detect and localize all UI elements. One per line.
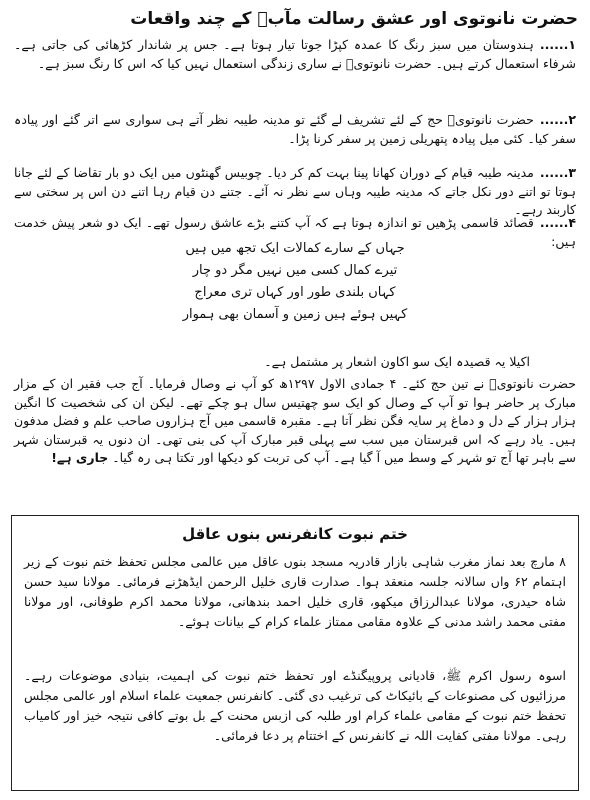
paragraph-number: ۴...... [539,215,576,230]
notice-box [11,515,579,791]
paragraph-1 [14,36,576,73]
poem-line: کہیں ہوئے ہیں زمین و آسمان بھی ہموار [182,307,408,322]
continued-label: جاری ہے! [51,450,109,465]
poem-line: کہاں بلندی طور اور کہاں تری معراج [194,285,396,300]
poem [150,238,440,326]
poem-line: تیرے کمال کسی میں نہیں مگر دو چار [192,263,398,278]
paragraph-2 [14,111,576,148]
paragraph-5 [14,375,576,468]
paragraph-text: حضرت نانوتویؒ حج کے لئے تشریف لے گئے تو مدینہ طیبہ نظر آتے ہی سواری سے اتر گئے اور پیادہ سفر کیا۔ کئی میل پیادہ پتھریلی زمین پر سفر کرنا پڑا۔ [14,112,576,146]
notice-paragraph-2: اسوہ رسول اکرم ﷺ، قادیانی پروپیگنڈے اور تحفظ ختم نبوت کی اہمیت، بنیادی موضوعات رہے۔ مرزائیوں کی مصنوعات کے بائیکاٹ کی ترغیب دی گئی۔ کانفرنس جمعیت علماء اسلام اور عالمی مجلس تحفظ ختم نبوت کے مقامی علماء کرام اور طلبہ کی ازبس محنت کے بل بوتے کافی نتیجہ خیز اور کامیاب رہی۔ مولانا مفتی کفایت اللہ نے کانفرنس کے اختتام پر دعا فرمائی۔ [24,668,566,743]
paragraph-text: ہندوستان میں سبز رنگ کا عمدہ کپڑا جوتا تیار ہوتا ہے۔ جس پر شاندار کڑھائی کی جاتی ہے۔ شرفاء استعمال کرتے ہیں۔ حضرت نانوتویؒ نے ساری زندگی استعمال نہیں کیا کہ اس کا رنگ سبز ہے۔ [14,37,576,71]
paragraph-text: مدینہ طیبہ قیام کے دوران کھانا پینا بہت کم کر دیا۔ چوبیس گھنٹوں میں ایک دو بار تقاضا کے لئے جانا ہوتا تو اتنے دور نکل جاتے کہ مدینہ طیبہ وہاں سے نظر نہ آئے۔ جتنے دن قیام رہا اتنے دن اس پر سختی سے کاربند رہے۔ [14,165,576,217]
paragraph-text: قصائد قاسمی پڑھیں تو اندازہ ہوتا ہے کہ آپ کتنے بڑے عاشق رسول تھے۔ ایک دو شعر پیش خدمت ہیں: [14,215,576,249]
paragraph-3 [14,164,576,220]
notice-title: ختم نبوت کانفرنس بنوں عاقل [182,525,408,543]
paragraph-text: حضرت نانوتویؒ نے تین حج کئے۔ ۴ جمادی الاول ۱۲۹۷ھ کو آپ نے وصال فرمایا۔ آج جب فقیر ان کے مزار مبارک پر حاضر ہوا تو آپ کے وصال کو ایک سو چھتیس سال ہو چکے تھے۔ لیکن ان کی شخصیت کا انگین ہزار ہزار کے دل و دماغ پر سایہ فگن نظر آتا ہے۔ مقبرہ قاسمی میں آج ہزاروں صاحب علم و فضل مدفون ہیں۔ یاد رہے کہ اس قبرستان میں سب سے پہلی قبر مبارک آپ کی بنی تھی۔ ان دنوں یہ قبرستان شہر سے باہر تھا آج تو شہر کے وسط میں آ گیا ہے۔ آپ کی تربت کو دیکھا اور تکتا ہی رہ گیا۔ [14,376,576,465]
notice-paragraph-1: ۸ مارچ بعد نماز مغرب شاہی بازار قادریہ مسجد بنوں عاقل میں عالمی مجلس تحفظ ختم نبوت کے زیر اہتمام ۶۲ واں سالانہ جلسہ منعقد ہوا۔ صدارت قاری خلیل الرحمن ایڈھڑنے فرمائی۔ مولانا سید حسن شاہ حیدری، مولانا عبدالرزاق میکھو، قاری خلیل احمد بندھانی، مولانا محمد اکرم طوفانی، اور مولانا مفتی محمد راشد مدنی کے علاوہ مقامی ممتاز علماء کرام کے بیانات ہوئے۔ [24,554,566,629]
paragraph-number: ۲...... [539,112,576,127]
poem-note: اکیلا یہ قصیدہ ایک سو اکاون اشعار پر مشتمل ہے۔ [264,354,530,369]
article-title: حضرت نانوتوی اور عشق رسالت مآبؐ کے چند واقعات [130,9,578,29]
paragraph-number: ۱...... [539,37,576,52]
paragraph-number: ۳...... [539,165,576,180]
poem-line: جہاں کے سارے کمالات ایک تجھ میں ہیں [185,241,405,256]
